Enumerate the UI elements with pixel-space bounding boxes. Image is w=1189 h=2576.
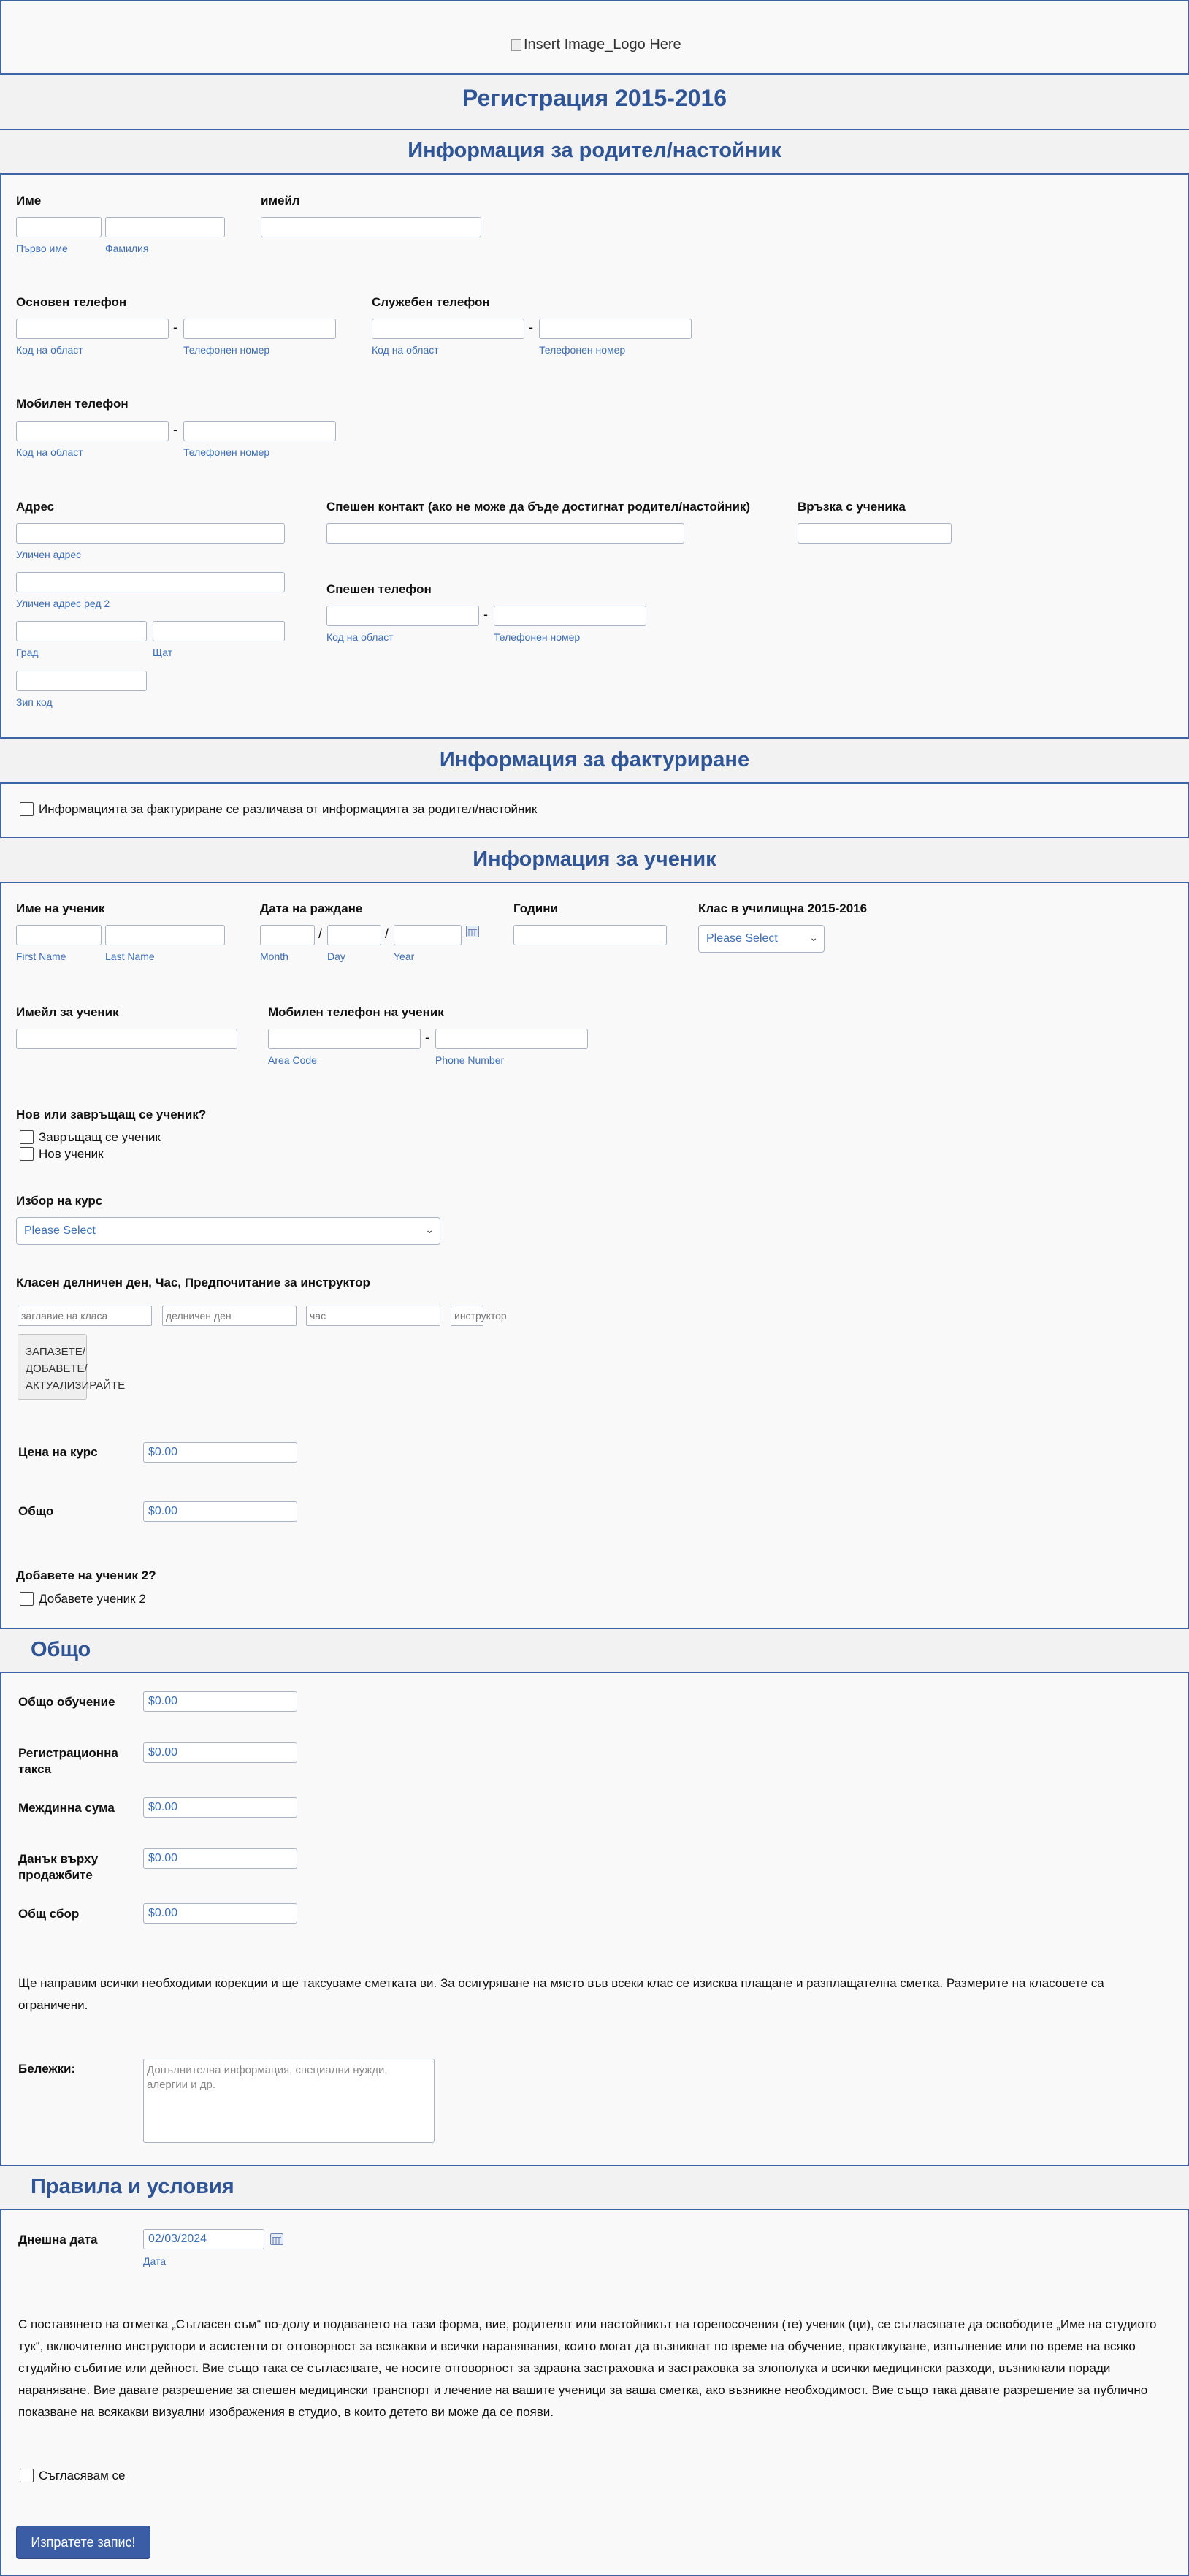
section-heading-student: Информация за ученик <box>473 847 716 871</box>
area-code-sub: Код на област <box>326 631 394 643</box>
divider <box>0 173 1189 175</box>
student-mobile-area-input[interactable] <box>268 1029 421 1049</box>
chevron-down-icon: ⌄ <box>425 1224 434 1235</box>
sales-tax-field: $0.00 <box>143 1848 297 1869</box>
chevron-down-icon: ⌄ <box>809 931 818 943</box>
student-first-name-input[interactable] <box>16 925 102 945</box>
tuition-field: $0.00 <box>143 1691 297 1712</box>
parent-email-label: имейл <box>261 194 300 207</box>
work-phone-label: Служебен телефон <box>372 295 490 309</box>
work-phone-number-input[interactable] <box>539 319 692 339</box>
grand-total-label: Общ сбор <box>18 1907 80 1921</box>
new-returning-label: Нов или завръщащ се ученик? <box>16 1108 207 1121</box>
area-code-sub: Код на област <box>16 446 83 458</box>
page-title: Регистрация 2015-2016 <box>462 85 727 111</box>
relation-input[interactable] <box>798 523 952 544</box>
new-student-checkbox[interactable] <box>20 1147 34 1161</box>
city-sub: Град <box>16 647 39 658</box>
section-heading-billing: Информация за фактуриране <box>439 748 750 771</box>
emergency-contact-label: Спешен контакт (ако не може да бъде достигнат родител/настойник) <box>326 500 751 514</box>
student-email-label: Имейл за ученик <box>16 1005 119 1019</box>
registration-fee-label: Регистрационна такса <box>18 1746 118 1776</box>
street-address-2-input[interactable] <box>16 572 285 592</box>
course-select[interactable] <box>16 1217 440 1245</box>
student-mobile-number-input[interactable] <box>435 1029 588 1049</box>
add-student2-checkbox[interactable] <box>20 1592 34 1606</box>
dash: - <box>483 607 488 622</box>
weekday-input[interactable]: делничен ден <box>162 1306 297 1326</box>
birth-month-input[interactable] <box>260 925 315 945</box>
grade-select[interactable] <box>698 925 825 953</box>
todays-date-label: Днешна дата <box>18 2233 98 2247</box>
divider <box>0 882 1189 883</box>
phone-number-sub: Телефонен номер <box>539 344 626 356</box>
parent-first-name-input[interactable] <box>16 217 102 237</box>
student-email-input[interactable] <box>16 1029 237 1049</box>
main-phone-label: Основен телефон <box>16 295 127 309</box>
month-sub: Month <box>260 950 288 962</box>
class-title-input[interactable]: заглавие на класа <box>18 1306 152 1326</box>
billing-different-checkbox[interactable] <box>20 802 34 816</box>
calendar-icon[interactable] <box>466 926 479 937</box>
sales-tax-label: Данък върху продажбите <box>18 1852 99 1882</box>
phone-number-sub: Телефонен номер <box>494 631 581 643</box>
mobile-phone-area-input[interactable] <box>16 421 169 441</box>
emergency-phone-area-input[interactable] <box>326 606 479 626</box>
class-preference-label: Класен делничен ден, Час, Предпочитание за инструктор <box>16 1276 370 1289</box>
returning-student-option: Завръщащ се ученик <box>39 1130 161 1144</box>
street-address-input[interactable] <box>16 523 285 544</box>
date-separator: / <box>318 926 323 941</box>
section-heading-parent: Информация за родител/настойник <box>408 139 781 162</box>
parent-name-label: Име <box>16 194 42 207</box>
first-name-sub: First Name <box>16 950 66 962</box>
terms-text: С поставянето на отметка „Съгласен съм“ по-долу и подаването на тази форма, вие, родителят или настойникът на горепосочения (те) ученик (ци), се съгласявате да освободите „Име на студиото тук“, включително инструктори и асистенти от отговорност за всякакви и всички наранявания, които могат да възникнат по време на обучение, практикуване, изпълнение или по време на всяко студийно събитие или дейност. Вие също така се съгласявате, че носите отговорност за здравна застраховка и застраховка за злополука и всички медицински разходи, възникнали поради нараняване. Вие давате разрешение за спешен медицински транспорт и лечение на вашите ученици за ваша сметка, ако възникне необходимост. Вие също така давате разрешение за публично показване на всякакви визуални изображения в студио, в които детето ви може да се появи. <box>18 2317 1157 2419</box>
day-sub: Day <box>327 950 345 962</box>
divider <box>0 2209 1189 2210</box>
save-add-update-button[interactable]: ЗАПАЗЕТЕ/ ДОБАВЕТЕ/ АКТУАЛИЗИРАЙТЕ <box>18 1334 87 1400</box>
submit-button[interactable]: Изпратете запис! <box>16 2526 150 2559</box>
student-total-field: $0.00 <box>143 1501 297 1522</box>
billing-different-label: Информацията за фактуриране се различава от информацията за родител/настойник <box>39 802 538 816</box>
area-code-sub: Area Code <box>268 1054 317 1066</box>
todays-date-input[interactable]: 02/03/2024 <box>143 2229 264 2249</box>
phone-number-sub: Телефонен номер <box>183 344 270 356</box>
last-name-sub: Last Name <box>105 950 155 962</box>
state-input[interactable] <box>153 621 285 641</box>
birth-date-label: Дата на раждане <box>260 902 363 915</box>
grade-label: Клас в училищна 2015-2016 <box>698 902 868 915</box>
subtotal-label: Междинна сума <box>18 1801 115 1815</box>
street-address-sub: Уличен адрес <box>16 549 82 560</box>
age-input[interactable] <box>513 925 667 945</box>
date-sub: Дата <box>143 2255 167 2267</box>
student-mobile-label: Мобилен телефон на ученик <box>268 1005 444 1019</box>
area-code-sub: Код на област <box>372 344 439 356</box>
work-phone-area-input[interactable] <box>372 319 524 339</box>
date-separator: / <box>385 926 389 941</box>
student-name-label: Име на ученик <box>16 902 105 915</box>
agree-checkbox[interactable] <box>20 2469 34 2482</box>
divider <box>0 1672 1189 1673</box>
emergency-phone-number-input[interactable] <box>494 606 646 626</box>
course-price-field: $0.00 <box>143 1442 297 1463</box>
zip-input[interactable] <box>16 671 147 691</box>
add-student2-label: Добавете на ученик 2? <box>16 1569 156 1582</box>
street-address-2-sub: Уличен адрес ред 2 <box>16 598 110 609</box>
student-last-name-input[interactable] <box>105 925 225 945</box>
dash: - <box>529 320 533 335</box>
city-input[interactable] <box>16 621 147 641</box>
instructor-input[interactable]: инструктор <box>451 1306 483 1326</box>
birth-year-input[interactable] <box>394 925 462 945</box>
course-label: Избор на курс <box>16 1194 103 1208</box>
main-phone-number-input[interactable] <box>183 319 336 339</box>
student-total-label: Общо <box>18 1504 54 1518</box>
tuition-label: Общо обучение <box>18 1695 115 1709</box>
hour-input[interactable]: час <box>306 1306 440 1326</box>
grade-select-value: Please Select <box>706 932 778 945</box>
add-student2-option: Добавете ученик 2 <box>39 1592 146 1606</box>
returning-student-checkbox[interactable] <box>20 1130 34 1144</box>
subtotal-field: $0.00 <box>143 1797 297 1818</box>
emergency-contact-input[interactable] <box>326 523 684 544</box>
main-phone-area-input[interactable] <box>16 319 169 339</box>
registration-fee-field: $0.00 <box>143 1742 297 1763</box>
first-name-sub: Първо име <box>16 243 68 254</box>
course-select-value: Please Select <box>24 1224 96 1237</box>
mobile-phone-label: Мобилен телефон <box>16 397 129 411</box>
emergency-phone-label: Спешен телефон <box>326 582 432 596</box>
zip-sub: Зип код <box>16 696 53 708</box>
agree-label: Съгласявам се <box>39 2469 126 2482</box>
birth-day-input[interactable] <box>327 925 381 945</box>
relation-label: Връзка с ученика <box>798 500 906 514</box>
new-student-option: Нов ученик <box>39 1147 104 1161</box>
course-price-label: Цена на курс <box>18 1445 98 1459</box>
dash: - <box>173 422 177 437</box>
last-name-sub: Фамилия <box>105 243 149 254</box>
divider <box>0 782 1189 784</box>
grand-total-field: $0.00 <box>143 1903 297 1924</box>
dash: - <box>173 320 177 335</box>
divider <box>0 0 1189 1</box>
phone-number-sub: Телефонен номер <box>183 446 270 458</box>
notes-textarea[interactable]: Допълнителна информация, специални нужди, алергии и др. <box>143 2059 435 2143</box>
state-sub: Щат <box>153 647 173 658</box>
logo-image <box>511 37 681 53</box>
calendar-icon[interactable] <box>270 2233 283 2245</box>
parent-last-name-input[interactable] <box>105 217 225 237</box>
billing-notice-text: Ще направим всички необходими корекции и ще таксуваме сметката ви. За осигуряване на място във всеки клас се изисква плащане и разплащателна сметка. Размерите на класовете са ограничени. <box>18 1976 1104 2012</box>
area-code-sub: Код на област <box>16 344 83 356</box>
section-heading-terms: Правила и условия <box>31 2175 234 2198</box>
parent-email-input[interactable] <box>261 217 481 237</box>
dash: - <box>425 1030 429 1045</box>
mobile-phone-number-input[interactable] <box>183 421 336 441</box>
notes-label: Бележки: <box>18 2062 76 2076</box>
broken-image-icon <box>511 39 521 51</box>
year-sub: Year <box>394 950 415 962</box>
section-heading-totals: Общо <box>31 1638 91 1661</box>
phone-number-sub: Phone Number <box>435 1054 505 1066</box>
address-label: Адрес <box>16 500 55 514</box>
age-label: Години <box>513 902 558 915</box>
logo-alt-text: Insert Image_Logo Here <box>524 37 681 53</box>
